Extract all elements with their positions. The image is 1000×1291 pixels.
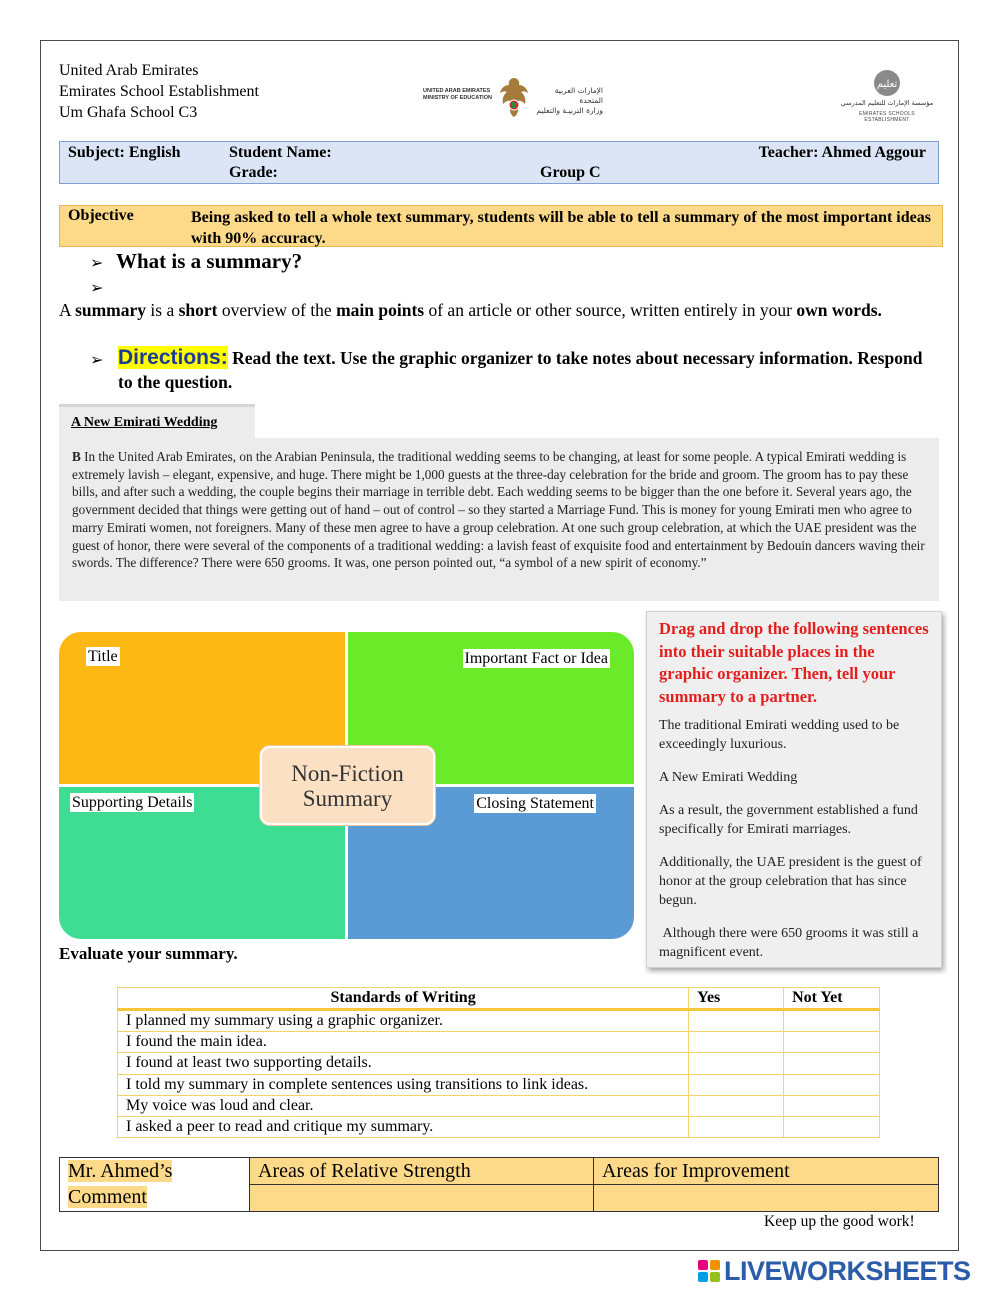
teacher-comment-table xyxy=(59,1157,939,1212)
liveworksheets-logo xyxy=(698,1258,994,1284)
def-text: of an article or other source, written entirely in your xyxy=(424,300,797,320)
yes-cell[interactable] xyxy=(689,1053,784,1074)
ministry-logo xyxy=(423,76,603,120)
improvement-label: Areas for Improvement xyxy=(602,1160,790,1182)
story-title: A New Emirati Wedding xyxy=(71,415,218,430)
table-row xyxy=(118,1095,880,1116)
moe-ar-line-2: وزارة التربيـة والتعليم xyxy=(536,106,603,115)
standard-text: I told my summary in complete sentences using transitions to link ideas. xyxy=(118,1074,689,1095)
standard-text: I planned my summary using a graphic organizer. xyxy=(118,1010,689,1032)
strength-input-cell[interactable] xyxy=(250,1185,594,1212)
not-yet-cell[interactable] xyxy=(784,1053,880,1074)
comment-label-line-1: Mr. Ahmed’s xyxy=(68,1160,173,1182)
story-text-box xyxy=(59,438,939,601)
falcon-emblem-icon xyxy=(497,76,531,120)
yes-cell[interactable] xyxy=(689,1117,784,1138)
yes-cell[interactable] xyxy=(689,1095,784,1116)
yes-cell[interactable] xyxy=(689,1032,784,1053)
draggable-sentence[interactable]: As a result, the government established a fund specifically for Emirati marriages. xyxy=(659,803,918,837)
closing-statement-label: Closing Statement xyxy=(476,795,594,812)
student-name-label[interactable]: Student Name: xyxy=(229,144,332,161)
not-yet-cell[interactable] xyxy=(784,1074,880,1095)
country-line: United Arab Emirates xyxy=(59,62,199,79)
school-header xyxy=(59,60,259,123)
header-yes: Yes xyxy=(689,988,784,1010)
strength-label: Areas of Relative Strength xyxy=(258,1160,471,1182)
drag-drop-panel xyxy=(646,611,942,968)
standard-text: I found the main idea. xyxy=(118,1032,689,1053)
question-line xyxy=(90,249,302,274)
not-yet-cell[interactable] xyxy=(784,1117,880,1138)
def-bold: short xyxy=(178,300,218,320)
comment-label-line-2: Comment xyxy=(68,1186,147,1208)
center-line-2: Summary xyxy=(302,786,393,811)
group-label: Group C xyxy=(540,164,601,181)
moe-en-line-2: MINISTRY OF EDUCATION xyxy=(423,95,492,101)
yes-cell[interactable] xyxy=(689,1010,784,1032)
teacher-label: Teacher: Ahmed Aggour xyxy=(758,144,926,161)
def-bold: main points xyxy=(336,300,425,320)
ese-mark-icon xyxy=(872,68,902,98)
table-row xyxy=(118,1117,880,1138)
objective-text: Being asked to tell a whole text summary, students will be able to tell a summary of the most important ideas with 90% accuracy. xyxy=(191,209,931,247)
def-bold: own words. xyxy=(796,300,882,320)
keep-up-text: Keep up the good work! xyxy=(764,1213,915,1230)
not-yet-cell[interactable] xyxy=(784,1032,880,1053)
improvement-header xyxy=(594,1158,939,1185)
draggable-sentence[interactable]: Additionally, the UAE president is the guest of honor at the group celebration that has since begun. xyxy=(659,855,922,908)
arrow-bullet-icon: ➢ xyxy=(90,253,104,272)
directions-text: Read the text. Use the graphic organizer to take notes about necessary information. Respond to the question. xyxy=(118,348,923,392)
ese-en-text: EMIRATES SCHOOLS ESTABLISHMENT xyxy=(859,111,915,123)
directions xyxy=(90,346,940,394)
objective-label: Objective xyxy=(68,207,134,224)
subject-label: Subject: English xyxy=(68,144,181,161)
drag-instructions: Drag and drop the following sentences into their suitable places in the graphic organizer. Then, tell your summary to a partner. xyxy=(659,619,929,706)
ese-logo xyxy=(836,68,938,122)
table-header-row xyxy=(118,988,880,1010)
empty-bullet-line xyxy=(90,274,116,299)
table-row xyxy=(118,1074,880,1095)
ese-ar-text: مؤسسة الإمارات للتعليم المدرسي xyxy=(840,99,934,107)
story-letter: B xyxy=(72,449,81,464)
not-yet-cell[interactable] xyxy=(784,1010,880,1032)
standards-table xyxy=(117,987,880,1138)
title-label: Title xyxy=(88,648,118,665)
standard-text: I found at least two supporting details. xyxy=(118,1053,689,1074)
comment-label-cell xyxy=(60,1158,250,1212)
liveworksheets-icon xyxy=(698,1260,720,1282)
def-bold: summary xyxy=(75,300,147,320)
summary-definition xyxy=(59,299,939,322)
moe-ar-line-1: الإمارات العربية المتحدة xyxy=(554,86,603,105)
liveworksheets-brand: LIVEWORKSHEETS xyxy=(724,1256,971,1286)
objective-box xyxy=(59,205,943,247)
ese-mark-text: تعليم xyxy=(876,79,898,90)
center-line-1: Non-Fiction xyxy=(291,761,404,786)
draggable-sentence[interactable]: Although there were 650 grooms it was still a magnificent event. xyxy=(659,926,922,960)
directions-label: Directions: xyxy=(118,346,228,369)
standard-text: My voice was loud and clear. xyxy=(118,1095,689,1116)
draggable-sentence[interactable]: The traditional Emirati wedding used to be exceedingly luxurious. xyxy=(659,718,900,752)
def-text: A xyxy=(59,300,76,320)
strength-header xyxy=(250,1158,594,1185)
supporting-details-label: Supporting Details xyxy=(72,794,193,811)
header-standards: Standards of Writing xyxy=(118,988,689,1010)
question-text: What is a summary? xyxy=(116,249,303,273)
establishment-line: Emirates School Establishment xyxy=(59,83,259,100)
school-line: Um Ghafa School C3 xyxy=(59,104,198,121)
story-title-tab xyxy=(59,404,255,438)
arrow-bullet-icon: ➢ xyxy=(90,278,104,297)
story-text: In the United Arab Emirates, on the Arabian Peninsula, the traditional wedding seems to be changing, at least for some people. A typical Emirati wedding is extremely lavish – elegant, expensive, and huge. There might be 1,000 guests at the three-day celebration for the bride and groom. The groom has to pay these bills, and after such a wedding, the couple begins their marriage in terrible debt. Each wedding seems to be bigger than the one before it. Several years ago, the government decided that things were getting out of hand – out of control – so they started a Marriage Fund. This is money for young Emirati men who agree to marry Emirati women, not foreigners. Many of these men agree to have a group celebration. At one such group celebration, at which the UAE president was the guest of honor, there were several of the components of a traditional wedding: a lavish feast of exquisite food and entertainment by Bedouin dancers waving their swords. The difference? There were 650 grooms. It was, one person pointed out, “a symbol of a new spirit of economy.” xyxy=(72,449,925,571)
non-fiction-summary-center xyxy=(260,746,435,825)
def-text: overview of the xyxy=(217,300,337,320)
arrow-bullet-icon: ➢ xyxy=(90,350,104,369)
table-row xyxy=(118,1032,880,1053)
evaluate-heading: Evaluate your summary. xyxy=(59,944,238,963)
standard-text: I asked a peer to read and critique my summary. xyxy=(118,1117,689,1138)
student-info-box xyxy=(59,141,939,184)
important-fact-label: Important Fact or Idea xyxy=(464,650,608,667)
table-row xyxy=(118,1053,880,1074)
table-row xyxy=(118,1010,880,1032)
grade-label[interactable]: Grade: xyxy=(229,164,278,181)
header-not-yet: Not Yet xyxy=(784,988,880,1010)
moe-en-line-1: UNITED ARAB EMIRATES xyxy=(423,88,491,94)
improvement-input-cell[interactable] xyxy=(594,1185,939,1212)
def-text: is a xyxy=(146,300,179,320)
yes-cell[interactable] xyxy=(689,1074,784,1095)
not-yet-cell[interactable] xyxy=(784,1095,880,1116)
draggable-sentence[interactable]: A New Emirati Wedding xyxy=(659,770,798,785)
